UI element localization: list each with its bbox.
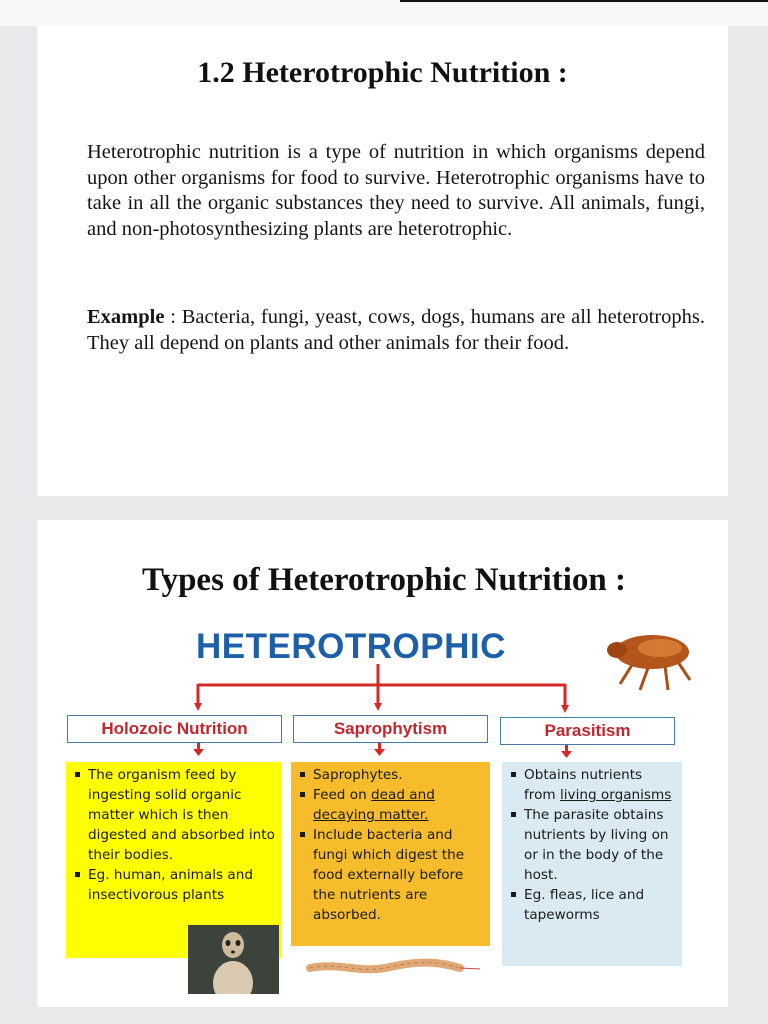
list-item-text: Obtains nutrients from (524, 767, 643, 803)
underlined-text: dead and decaying matter. (313, 787, 435, 823)
tapeworm-image (310, 963, 480, 970)
small-down-arrows (193, 743, 572, 758)
example-label: Example (87, 306, 165, 328)
list-item: The parasite obtains nutrients by living on or in the body of the host. (510, 805, 676, 885)
heterotrophic-heading: HETEROTROPHIC (196, 627, 506, 666)
list-item: Eg. human, animals and insectivorous plants (74, 865, 276, 905)
list-item: Eg. fleas, lice and tapeworms (510, 885, 676, 925)
list-item: Saprophytes. (299, 765, 484, 785)
list-item: The organism feed by ingesting solid organic matter which is then digested and absorbed into their bodies. (74, 765, 276, 865)
parasitism-label: Parasitism (500, 717, 675, 745)
example-separator: : (164, 306, 182, 328)
example-text: Bacteria, fungi, yeast, cows, dogs, humans are all heterotrophs. They all depend on plants and other animals for their food. (87, 306, 706, 354)
holozoic-nutrition-label: Holozoic Nutrition (67, 715, 282, 743)
saprophytism-label: Saprophytism (293, 715, 488, 743)
flea-image (607, 635, 690, 690)
list-item (510, 765, 676, 805)
list-item-text: Feed on (313, 787, 372, 803)
list-item: Include bacteria and fungi which digest the food externally before the nutrients are absorbed. (299, 825, 484, 925)
list-item (299, 785, 484, 825)
saprophytism-box (291, 762, 490, 946)
parasitism-box (502, 762, 682, 966)
underlined-text: living organisms (559, 787, 672, 803)
definition-paragraph: Heterotrophic nutrition is a type of nutrition in which organisms depend upon other organisms for food to survive. Heterotrophic organisms have to take in all the organic substances they need to survive. All animals, fungi, and non-photosynthesizing plants are heterotrophic. (87, 141, 705, 240)
tree-connector (198, 664, 565, 709)
meerkat-image (188, 925, 279, 994)
slide-2-title: Types of Heterotrophic Nutrition : (142, 562, 626, 598)
slide-1-title: 1.2 Heterotrophic Nutrition : (197, 56, 568, 89)
